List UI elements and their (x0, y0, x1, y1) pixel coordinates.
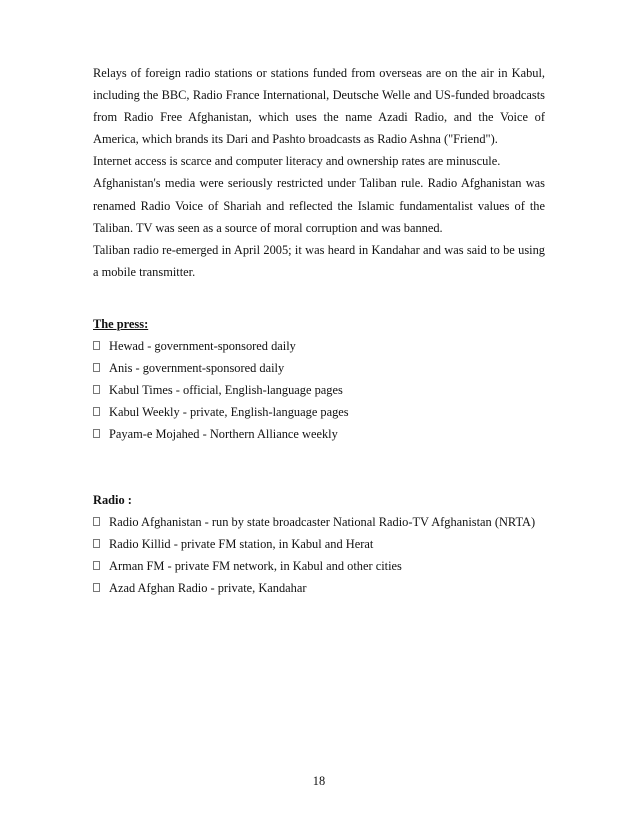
bullet-icon (93, 385, 100, 394)
list-item (93, 335, 545, 357)
press-list (93, 335, 545, 445)
list-item (93, 379, 545, 401)
press-item-label: Payam-e Mojahed - Northern Alliance weekly (109, 426, 338, 441)
bullet-icon (93, 561, 100, 570)
radio-item-label: Arman FM - private FM network, in Kabul and other cities (109, 558, 402, 573)
list-item (93, 555, 545, 577)
bullet-icon (93, 407, 100, 416)
list-item (93, 423, 545, 445)
bullet-icon (93, 583, 100, 592)
list-item (93, 511, 545, 533)
list-item (93, 401, 545, 423)
radio-item-label: Azad Afghan Radio - private, Kandahar (109, 580, 307, 595)
list-item (93, 357, 545, 379)
list-item (93, 533, 545, 555)
paragraph-internet-access: Internet access is scarce and computer literacy and ownership rates are minuscule. (93, 154, 501, 169)
press-item-label: Hewad - government-sponsored daily (109, 338, 296, 353)
radio-heading: Radio : (93, 492, 132, 507)
press-heading: The press: (93, 316, 149, 331)
press-item-label: Kabul Times - official, English-language pages (109, 382, 343, 397)
radio-list (93, 511, 545, 599)
page-body (93, 62, 545, 599)
list-item (93, 577, 545, 599)
paragraph-taliban-radio: Taliban radio re-emerged in April 2005; it was heard in Kandahar and was said to be using a mobile transmitter. (93, 242, 545, 279)
radio-item-label: Radio Killid - private FM station, in Kabul and Herat (109, 536, 374, 551)
bullet-icon (93, 341, 100, 350)
bullet-icon (93, 363, 100, 372)
bullet-icon (93, 539, 100, 548)
press-item-label: Kabul Weekly - private, English-language pages (109, 404, 349, 419)
press-item-label: Anis - government-sponsored daily (109, 360, 285, 375)
radio-item-label: Radio Afghanistan - run by state broadcaster National Radio-TV Afghanistan (NRTA) (109, 514, 536, 529)
bullet-icon (93, 517, 100, 526)
paragraph-foreign-relays: Relays of foreign radio stations or stations funded from overseas are on the air in Kabul, including the BBC, Radio France International, Deutsche Welle and US-funded broadcasts from Radio Free Afghanistan, which uses the name Azadi Radio, and the Voice of America, which brands its Dari and Pashto broadcasts as Radio Ashna ("Friend"). (93, 66, 545, 147)
page-number: 18 (312, 774, 326, 788)
paragraph-taliban-rule: Afghanistan's media were seriously restricted under Taliban rule. Radio Afghanistan was renamed Radio Voice of Shariah and reflected the Islamic fundamentalist values of the Taliban. TV was seen as a source of moral corruption and was banned. (93, 176, 545, 235)
bullet-icon (93, 429, 100, 438)
